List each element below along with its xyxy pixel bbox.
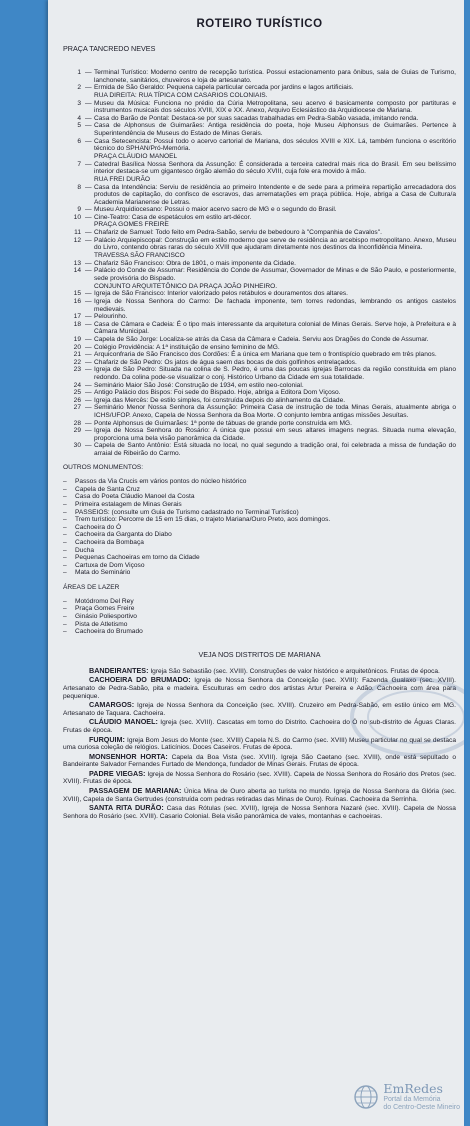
list-item [63,313,456,321]
item-number: 10 [73,213,81,221]
subsection-heading: PRAÇA GOMES FREIRE [94,221,169,229]
list-item [63,397,456,405]
item-number: 26 [73,396,81,404]
item-text: Igreja de Nossa Senhora do Carmo: De fachada imponente, tem torres redondas, lembrando os antigos castelos medievais. [94,298,456,313]
list-item [63,290,456,298]
item-number: 22 [73,358,81,366]
item-dash: – [63,501,67,509]
item-text: Chafariz de Samuel: Todo feito em Pedra-Sabão, serviu de bebedouro à "Companhia de Cavalos". [94,229,382,237]
item-text: Trem turístico: Percorre de 15 em 15 dias, o trajeto Mariana/Ouro Preto, aos domingos. [75,516,331,524]
district-text: Igreja São Sebastião (sec. XVIII). Construções de valor histórico e arquitetônicos. Frutas de época. [150,667,440,675]
item-dash: — [85,336,92,343]
item-number: 30 [73,442,81,450]
item-text: Casa de Câmara e Cadeia: É o tipo mais interessante da arquitetura colonial de Minas Gerais. Serve hoje, à Prefeitura e à Câmara Municipal. [94,320,456,336]
item-text: Igreja das Mercês: De estilo simples, foi construída depois do alinhamento da Cidade. [94,396,346,404]
item-text: Ermida de São Geraldo: Pequena capela particular cercada por jardins e lagos artificiais. [94,84,354,92]
item-text: Antigo Palácio dos Bispos: Foi sede do Bispado. Hoje, abriga a Editora Dom Viçoso. [94,389,341,397]
item-text: Colégio Providência: A 1ª instituição de ensino feminino de MG. [94,343,280,351]
district-name: SANTA RITA DURÃO: [89,803,164,813]
item-number: 25 [73,389,81,397]
item-number: 5 [77,122,81,130]
item-number: 2 [77,84,81,92]
item-dash: — [85,267,92,275]
item-dash: — [85,366,92,374]
item-dash: — [85,84,92,92]
watermark [353,1081,460,1112]
district-name: FURQUIM: [89,734,125,744]
list-item [63,569,456,577]
watermark-title: EmRedes [383,1081,443,1096]
list-item [63,161,456,176]
item-number: 9 [77,206,81,214]
list-item [63,562,456,570]
item-dash: — [85,99,92,107]
item-dash: — [85,396,92,404]
item-dash: — [85,206,92,214]
item-dash: — [85,160,92,168]
item-number: 27 [73,404,81,412]
list-item [63,501,456,509]
district-text: Casa das Rótulas (sec. XVIII), Igreja de Nossa Senhora Nazaré (sec. XVIII). Capela de Nossa Senhora do Rosário (sec. XVIII). Casario Colonial. Bela visão panorâmica de vales, montanhas e cachoeiras. [63,805,456,820]
item-dash: — [85,183,92,191]
item-text: Ponte Alphonsus de Guimarães: 1ª ponte de tábuas de grande porte construída em MG. [94,419,352,427]
item-text: Igreja de São Pedro: Situada na colina de S. Pedro, é uma das poucas igrejas Barrocas da região constituída em plano redondo. Da colina pode-se visualizar o conj. Histórico Urbano da Cidade em sua totalidade. [94,366,456,381]
item-number: 21 [73,351,81,359]
district-name: CLÁUDIO MANOEL: [89,717,158,727]
watermark-line: Portal da Memória [383,1096,441,1103]
item-text: Cartuxa de Dom Viçoso [75,561,145,569]
item-dash: — [85,114,92,122]
list-item [63,531,456,539]
item-number: 20 [73,343,81,351]
item-dash: — [85,313,92,321]
item-text: Cachoeira da Bombaça [75,539,144,547]
subsection-heading: RUA DIREITA: RUA TÍPICA COM CASARIOS COLONIAIS. [94,91,268,99]
item-dash: — [85,259,92,267]
district-entry [63,770,456,786]
item-dash: – [63,531,67,539]
district-name: CACHOEIRA DO BRUMADO: [89,675,191,685]
item-text: Seminário Maior São José: Construção de 1934, em estilo neo-colonial. [94,381,304,389]
item-dash: — [85,404,92,412]
list-item [63,214,456,222]
item-number: 17 [73,313,81,321]
item-text: Capela de Santa Cruz [75,485,140,493]
item-dash: – [63,508,67,516]
item-dash: — [85,389,92,397]
item-number: 7 [77,160,81,168]
item-dash: – [63,569,67,577]
item-text: Primeira estalagem de Minas Gerais [75,501,182,509]
item-text: Casa de Alphonsus de Guimarães: Antiga residência do poeta, hoje Museu Alphonsus de Guimarães. Pertence à Superintendência de Museus do Estado de Minas Gerais. [94,122,456,137]
item-number: 16 [73,298,81,306]
item-number: 1 [77,69,81,76]
item-dash: — [85,229,92,237]
item-text: Seminário Menor Nossa Senhora da Assunção: Primeira Casa de instrução de toda Minas Gerais, atualmente abriga o ICHS/UFOP. Anexo, Capela de Nossa Senhora da Boa Morte. O conjunto lembra antigas missões Jesuítas. [94,404,456,419]
districts-heading: VEJA NOS DISTRITOS DE MARIANA [198,649,321,659]
list-item [63,420,456,428]
list-item [63,516,456,524]
list-item [63,613,456,621]
watermark-line: do Centro-Oeste Mineiro [383,1104,460,1111]
list-item [63,69,456,84]
list-item [63,115,456,123]
item-text: Cachoeira do Brumado [75,628,143,636]
item-number: 29 [73,427,81,435]
list-item [63,267,456,282]
item-text: PASSEIOS: (consulte um Guia de Turismo cadastrado no Terminal Turístico) [75,508,299,516]
list-item [63,122,456,137]
leisure-list [63,598,456,636]
item-number: 3 [77,99,81,107]
item-text: Capela de São Jorge: Localiza-se atrás da Casa da Câmara e Cadeia. Serviu aos Dragões do Conde de Assumar. [94,336,429,343]
list-item [63,442,456,457]
list-item [63,389,456,397]
subsection-heading: TRAVESSA SÃO FRANCISCO [94,252,185,260]
item-text: Igreja de Nossa Senhora do Rosário: A única que possui em seus altares imagens negras. Situada numa elevação, proporciona uma bela visão panorâmica da Cidade. [94,427,456,442]
leisure-heading: ÁREAS DE LAZER [63,583,120,591]
item-dash: – [63,546,67,554]
subsection-heading: RUA FREI DURÃO [94,175,151,183]
item-text: Terminal Turístico: Moderno centro de recepção turística. Possui estacionamento para ônibus, sala de Guias de Turismo, lanchonete, sanitários, chuveiros e loja de artesanato. [94,69,456,84]
item-number: 13 [73,259,81,267]
item-number: 12 [73,236,81,244]
item-dash: — [85,381,92,389]
list-item [63,493,456,501]
watermark-text [383,1081,460,1112]
item-dash: – [63,539,67,547]
district-name: MONSENHOR HORTA: [89,751,168,761]
item-text: Praça Gomes Freire [75,605,135,613]
item-dash: — [85,351,92,359]
item-dash: – [63,554,67,562]
item-number: 4 [77,114,81,122]
item-number: 19 [73,336,81,343]
item-dash: — [85,122,92,130]
item-number: 6 [77,137,81,145]
subsection-heading: PRAÇA CLÁUDIO MANOEL [94,152,178,160]
list-item [63,260,456,268]
item-text: Chafariz de São Pedro: Os jatos de água saem das bocas de dois golfinhos entrelaçados. [94,358,357,366]
list-item [63,605,456,613]
subsection-heading: CONJUNTO ARQUITETÔNICO DA PRAÇA JOÃO PINHEIRO. [94,282,278,290]
item-text: Pequenas Cachoeiras em torno da Cidade [75,554,200,562]
district-name: CAMARGOS: [89,700,135,710]
item-dash: – [63,612,67,620]
district-text: Igreja Bom Jesus do Monte (sec. XVIII) Capela N.S. do Carmo (sec. XVIII) Museu particular no qual se destaca uma curiosa coleção de relógios. Laticínios. Doces Caseiros. Frutas de época. [63,736,456,752]
list-item [63,184,456,207]
item-dash: — [85,343,92,351]
district-text: Igreja de Nossa Senhora do Rosário (sec. XVIII). Capela de Nossa Senhora do Rosário dos Pretos (sec. XVIII). Frutas de época. [63,770,456,786]
list-item [63,382,456,390]
list-item [63,509,456,517]
list-item [63,100,456,115]
item-dash: — [85,427,92,435]
list-item [63,547,456,555]
page-title: ROTEIRO TURÍSTICO [196,18,323,30]
brochure-page [48,0,464,1126]
item-text: Cachoeira da Garganta do Diabo [75,531,172,539]
list-item [63,206,456,214]
item-text: Casa da Intendência: Serviu de residência ao primeiro Intendente e de sede para a primeira repartição arrecadadora dos produtos de capitação, do confisco de escravos, das arrematações em praça pública. Hoje, abriga a Casa de Cultura/a Academia Marianense de Letras. [94,183,456,206]
district-name: PASSAGEM DE MARIANA: [89,786,182,796]
list-item [63,336,456,344]
item-text: Pelourinho. [94,313,128,321]
item-text: Museu Arquidiocesano: Possui o maior acervo sacro de MG e o segundo do Brasil. [94,206,337,214]
item-number: 8 [77,183,81,191]
item-number: 28 [73,419,81,427]
district-entry [63,804,456,820]
item-text: Passos da Via Crucis em vários pontos do núcleo histórico [75,478,247,486]
item-text: Palácio do Conde de Assumar: Residência do Conde de Assumar, Governador de Minas e de São Paulo, e posteriormente, sede provisória do Bispado. [94,267,456,283]
item-text: Chafariz São Francisco: Obra de 1801, o mais imponente da Cidade. [94,259,296,267]
list-item [63,486,456,494]
item-dash: – [63,478,67,486]
list-item [63,539,456,547]
item-number: 14 [73,267,81,275]
item-text: Casa do Barão de Pontal: Destaca-se por suas sacadas trabalhadas em Pedra-Sabão vasada, imitando renda. [94,114,419,122]
item-number: 24 [73,381,81,389]
item-text: Capela de Santo Antônio: Está situada no local, no qual segundo a tradição oral, foi celebrada a missa de fundação do arraial de Ribeirão do Carmo. [94,442,456,457]
item-text: Ginásio Poliesportivo [75,612,137,620]
list-item [63,321,456,336]
item-text: Casa Setecencista: Possui todo o acervo cartorial de Mariana, dos séculos XVIII e XIX. Lá, também funciona o escritório técnico do SPHAN/Pró-Memória. [94,137,456,153]
district-text: Igreja (sec. XVIII). Cascatas em torno do Distrito. Cachoeira do Ó no sub-distrito de Águas Claras. Frutas de época. [63,719,456,734]
item-text: Igreja de São Francisco: Interior valorizado pelos retábulos e douramentos dos altares. [94,290,348,298]
stamp-mark [346,672,464,762]
item-text: Catedral Basílica Nossa Senhora da Assunção: É considerada a terceira catedral mais rica do Brasil. Em seu belíssimo interior destaca-se um gigantesco órgão alemão do século XVIII, cuja fole era movido à mão. [94,160,456,176]
item-dash: — [85,320,92,328]
list-item [63,628,456,636]
district-text: Única Mina de Ouro aberta ao turista no mundo. Igreja de Nossa Senhora da Glória (sec. XVIII), Capela de Santa Gertrudes (construída com pedras retiradas das Minas de Ouro). Ruínas. Cachoeira da Serrinha. [63,788,456,803]
item-dash: — [85,69,92,76]
district-entry [63,787,456,803]
list-item [63,366,456,381]
list-item [63,404,456,419]
section-heading: PRAÇA TANCREDO NEVES [63,44,156,53]
item-dash: — [85,419,92,427]
list-item [63,359,456,367]
district-name: BANDEIRANTES: [89,665,149,675]
list-item [63,351,456,359]
list-item [63,229,456,237]
item-number: 15 [73,290,81,298]
item-text: Ducha [75,546,95,554]
item-number: 11 [74,229,81,237]
spacer [63,53,456,69]
list-item [63,138,456,153]
item-dash: – [63,493,67,501]
item-dash: – [63,605,67,613]
item-text: Mata do Seminário [75,569,131,577]
list-item [63,478,456,486]
list-item [63,621,456,629]
item-dash: – [63,523,67,531]
item-text: Motódromo Del Rey [75,597,134,605]
item-dash: — [85,236,92,244]
item-text: Cachoeira do Ó [75,523,122,531]
list-item [63,237,456,252]
other-monuments-list [63,478,456,577]
list-item [63,598,456,606]
list-item [63,298,456,313]
item-number: 23 [73,366,81,374]
list-item [63,554,456,562]
item-number: 18 [73,320,81,328]
item-dash: — [85,442,92,450]
list-item [63,427,456,442]
item-text: Pista de Atletismo [75,620,128,628]
district-text: Capela da Boa Vista (sec. XVIII). Igreja São Caetano (sec. XVIII), onde está sepultado o Bandeirante Salvador Fernandes Furtado de Mendonça, fundador de Minas Gerais. Frutas de época. [63,753,456,769]
item-text: Arquiconfraria de São Francisco dos Cordões: É a única em Mariana que tem o frontispício quebrado em três planos. [94,351,437,359]
item-dash: — [85,290,92,298]
item-dash: – [63,561,67,569]
item-dash: — [85,213,92,221]
item-text: Museu da Música: Funciona no prédio da Cúria Metropolitana, seu acervo é basicamente composto por partituras e instrumentos musicais dos séculos XVIII, XIX e XX. Anexo, Arquivo Eclesiástico da Arquidiocese de Mariana. [94,99,456,115]
list-item [63,524,456,532]
item-dash: — [85,298,92,306]
item-dash: — [85,137,92,145]
district-text: Igreja de Nossa Senhora da Conceição (sec. XVIII): Fazenda Gualaxo (sec. XVIII). Artesanato de Pedra-Sabão, pita e madeira. Esculturas em cedro dos artistas Artur Pereira e Adão. Cachoeira com área para pequenique. [63,677,456,700]
item-dash: – [63,628,67,636]
item-dash: – [63,516,67,524]
district-text: Igreja de Nossa Senhora da Conceição (sec. XVIII). Cruzeiro em Pedra-Sabão, em estilo único em MG. Artesanato de Taquara. Cachoeira. [63,702,456,717]
item-dash: – [63,485,67,493]
item-text: Cine-Teatro: Casa de espetáculos em estilo art-décor. [94,213,252,221]
other-monuments-heading: OUTROS MONUMENTOS: [63,464,144,472]
district-name: PADRE VIEGAS: [89,768,146,778]
itinerary-list [63,69,456,458]
item-dash: – [63,620,67,628]
item-text: Palácio Arquiepiscopal: Construção em estilo moderno que serve de residência ao arcebispo metropolitano. Anexo, Museu do Livro, contendo obras raras do século XVIII que ajudaram diretamente nos destinos da Inconfidência Mineira. [94,236,456,252]
globe-icon [353,1084,379,1110]
list-item [63,84,456,92]
item-text: Casa do Poeta Cláudio Manoel da Costa [75,493,195,501]
item-dash: — [85,358,92,366]
item-dash: – [63,597,67,605]
